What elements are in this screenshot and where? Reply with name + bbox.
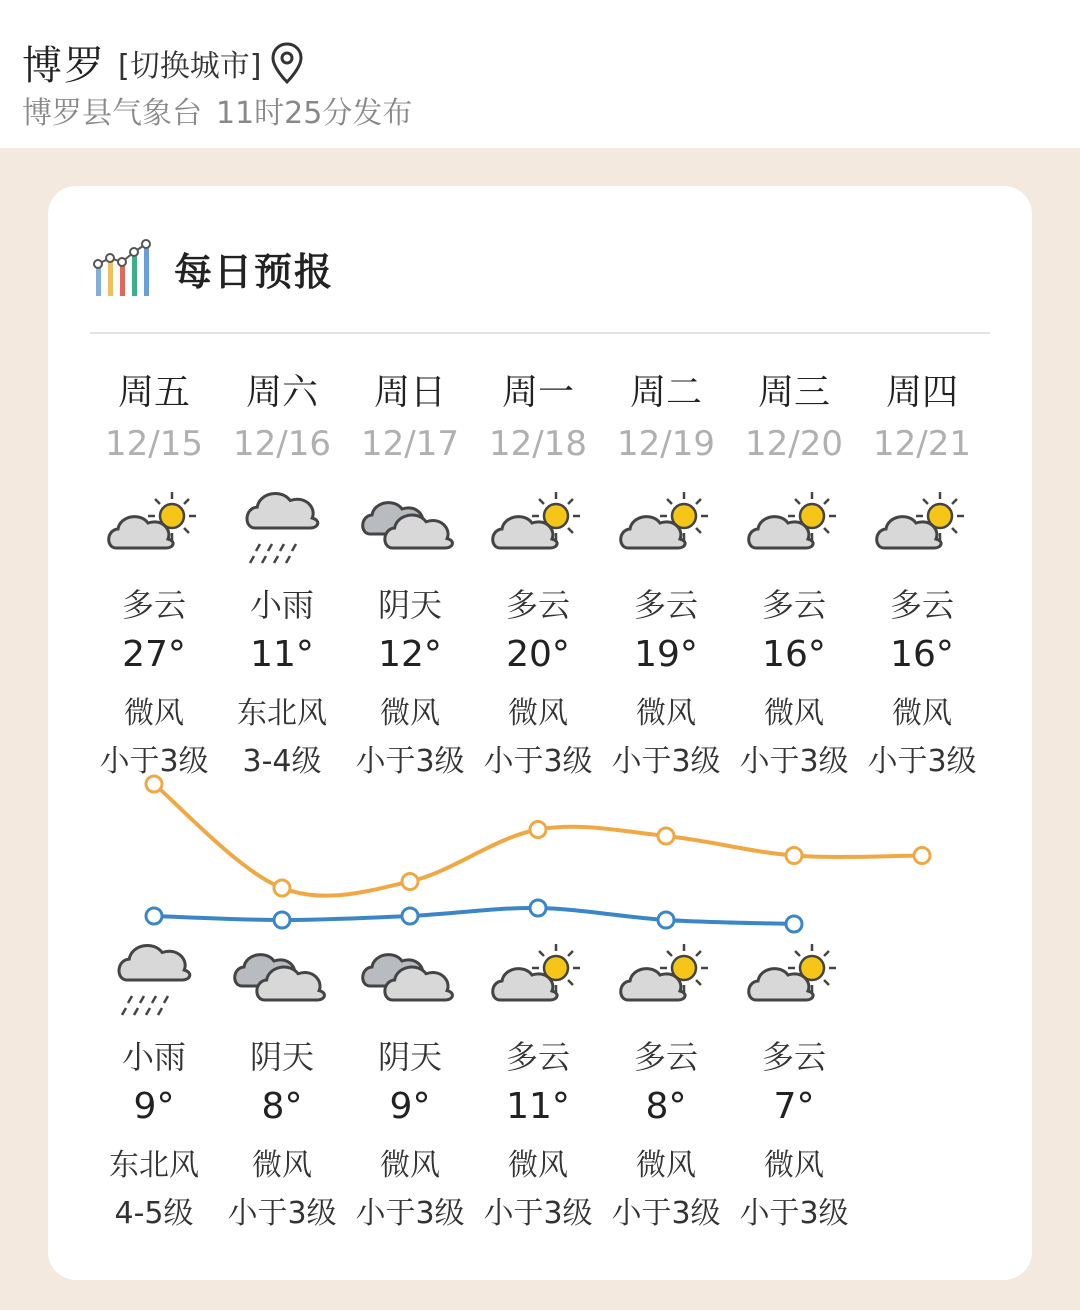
night-wind-level: 小于3级 — [227, 1196, 337, 1231]
night-wind-direction: 微风 — [636, 1148, 696, 1183]
night-wind-direction: 微风 — [380, 1148, 440, 1183]
day-wind-direction: 微风 — [380, 696, 440, 731]
night-condition: 阴天 — [249, 1038, 314, 1076]
night-condition: 多云 — [761, 1038, 826, 1076]
day-wind-level: 小于3级 — [99, 744, 209, 779]
city-row — [22, 34, 305, 91]
card-title: 每日预报 — [174, 249, 335, 294]
partly-cloudy-icon — [616, 938, 716, 1022]
day-condition: 多云 — [121, 586, 186, 624]
night-condition: 阴天 — [377, 1038, 442, 1076]
day-wind-level: 小于3级 — [739, 744, 849, 779]
switch-city-link[interactable]: [切换城市] — [118, 48, 262, 84]
partly-cloudy-icon — [488, 486, 588, 570]
high-temp: 16° — [762, 634, 826, 675]
date-label: 12/15 — [105, 424, 203, 464]
day-wind-direction: 微风 — [764, 696, 824, 731]
low-temp: 11° — [506, 1086, 570, 1127]
weekday-label: 周三 — [757, 372, 830, 413]
date-label: 12/18 — [489, 424, 587, 464]
publish-time: 11时25分发布 — [216, 96, 413, 131]
night-wind-level: 小于3级 — [483, 1196, 593, 1231]
partly-cloudy-icon — [872, 486, 972, 570]
night-wind-level: 小于3级 — [611, 1196, 721, 1231]
night-wind-level: 小于3级 — [739, 1196, 849, 1231]
day-condition: 小雨 — [249, 586, 314, 624]
day-wind-direction: 微风 — [636, 696, 696, 731]
day-condition: 多云 — [633, 586, 698, 624]
day-column[interactable] — [474, 186, 602, 1280]
day-column[interactable] — [602, 186, 730, 1280]
night-wind-direction: 微风 — [252, 1148, 312, 1183]
weekday-label: 周二 — [629, 372, 702, 413]
date-label: 12/17 — [361, 424, 459, 464]
low-temp: 8° — [261, 1086, 303, 1127]
weekday-label: 周六 — [245, 372, 318, 413]
location-pin-icon[interactable] — [269, 41, 305, 85]
night-condition: 多云 — [505, 1038, 570, 1076]
header-bar — [0, 0, 1080, 148]
night-wind-level: 小于3级 — [355, 1196, 465, 1231]
high-temp: 20° — [506, 634, 570, 675]
partly-cloudy-icon — [616, 486, 716, 570]
low-temp: 9° — [389, 1086, 431, 1127]
publisher-line — [22, 88, 426, 132]
partly-cloudy-icon — [744, 486, 844, 570]
low-temp: 9° — [133, 1086, 175, 1127]
night-condition: 小雨 — [121, 1038, 186, 1076]
day-wind-level: 小于3级 — [483, 744, 593, 779]
day-condition: 多云 — [761, 586, 826, 624]
weekday-label: 周五 — [117, 372, 190, 413]
night-wind-direction: 微风 — [764, 1148, 824, 1183]
high-temp: 12° — [378, 634, 442, 675]
day-column[interactable] — [90, 186, 218, 1280]
day-condition: 阴天 — [377, 586, 442, 624]
partly-cloudy-icon — [488, 938, 588, 1022]
high-temp: 16° — [890, 634, 954, 675]
day-wind-direction: 微风 — [892, 696, 952, 731]
day-wind-direction: 微风 — [508, 696, 568, 731]
partly-cloudy-icon — [104, 486, 204, 570]
weekday-label: 周四 — [885, 372, 958, 413]
date-label: 12/20 — [745, 424, 843, 464]
day-condition: 多云 — [889, 586, 954, 624]
day-wind-level: 小于3级 — [355, 744, 465, 779]
day-wind-level: 3-4级 — [242, 744, 322, 779]
publisher-name: 博罗县气象台 — [22, 96, 202, 131]
night-wind-direction: 东北风 — [109, 1148, 199, 1183]
high-temp: 11° — [250, 634, 314, 675]
weekday-label: 周一 — [501, 372, 574, 413]
overcast-icon — [360, 486, 460, 570]
overcast-icon — [360, 938, 460, 1022]
day-column[interactable] — [858, 186, 986, 1280]
night-condition: 多云 — [633, 1038, 698, 1076]
city-name: 博罗 — [22, 43, 106, 89]
light-rain-icon — [232, 486, 332, 570]
day-wind-direction: 微风 — [124, 696, 184, 731]
day-condition: 多云 — [505, 586, 570, 624]
light-rain-icon — [104, 938, 204, 1022]
daily-forecast-card — [48, 186, 1032, 1280]
day-column[interactable] — [218, 186, 346, 1280]
day-wind-level: 小于3级 — [867, 744, 977, 779]
night-wind-level: 4-5级 — [114, 1196, 194, 1231]
overcast-icon — [232, 938, 332, 1022]
date-label: 12/19 — [617, 424, 715, 464]
date-label: 12/21 — [873, 424, 971, 464]
low-temp: 8° — [645, 1086, 687, 1127]
night-wind-direction: 微风 — [508, 1148, 568, 1183]
partly-cloudy-icon — [744, 938, 844, 1022]
day-wind-direction: 东北风 — [237, 696, 327, 731]
day-column[interactable] — [346, 186, 474, 1280]
day-wind-level: 小于3级 — [611, 744, 721, 779]
low-temp: 7° — [773, 1086, 815, 1127]
day-column[interactable] — [730, 186, 858, 1280]
date-label: 12/16 — [233, 424, 331, 464]
high-temp: 19° — [634, 634, 698, 675]
weekday-label: 周日 — [373, 372, 446, 413]
high-temp: 27° — [122, 634, 186, 675]
